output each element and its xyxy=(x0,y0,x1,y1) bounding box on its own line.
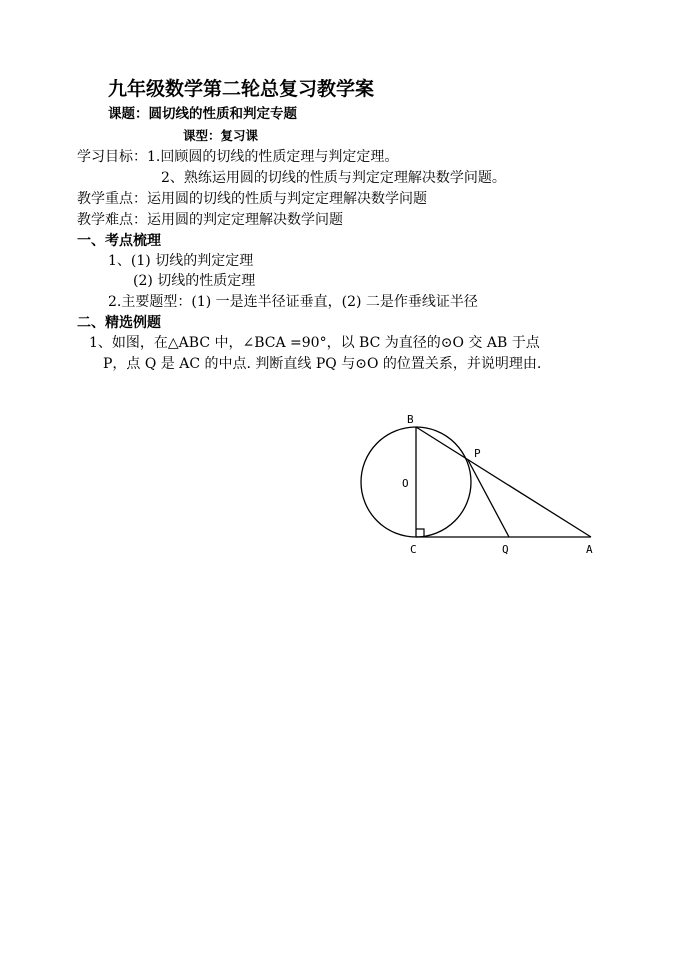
key-point: 教学重点：运用圆的切线的性质与判定定理解决数学问题 xyxy=(77,191,427,207)
label-q: Q xyxy=(502,543,509,556)
segment-pq xyxy=(468,460,509,537)
label-c: C xyxy=(410,543,417,556)
objectives-line-2: 2、熟练运用圆的切线的性质与判定定理解决数学问题。 xyxy=(161,170,506,186)
lesson-type: 课型：复习课 xyxy=(183,128,259,143)
right-angle-mark xyxy=(416,529,424,537)
review-item-1a: 1、(1) 切线的判定定理 xyxy=(108,253,254,269)
geometry-figure xyxy=(350,405,610,565)
label-p: P xyxy=(474,447,481,460)
problem-line-1: 1、如图，在△ABC 中，∠BCA =90°，以 BC 为直径的⊙O 交 AB 于点 xyxy=(89,335,540,351)
lesson-subject: 课题：圆切线的性质和判定专题 xyxy=(108,106,297,122)
segment-ba xyxy=(416,427,591,537)
problem-line-2: P，点 Q 是 AC 的中点. 判断直线 PQ 与⊙O 的位置关系，并说明理由. xyxy=(103,356,542,372)
section-heading-examples: 二、精选例题 xyxy=(77,315,161,331)
label-o: O xyxy=(402,477,409,490)
label-b: B xyxy=(407,413,414,426)
label-a: A xyxy=(586,543,593,556)
geometry-diagram xyxy=(350,405,610,565)
review-item-2: 2.主要题型：(1) 一是连半径证垂直，(2) 二是作垂线证半径 xyxy=(108,294,478,310)
objectives-line-1: 学习目标：1.回顾圆的切线的性质定理与判定定理。 xyxy=(77,149,399,165)
review-item-1b: (2) 切线的性质定理 xyxy=(133,273,256,289)
page-title: 九年级数学第二轮总复习教学案 xyxy=(108,78,375,100)
difficulty-point: 教学难点：运用圆的判定定理解决数学问题 xyxy=(77,212,343,228)
section-heading-review: 一、考点梳理 xyxy=(77,233,161,249)
